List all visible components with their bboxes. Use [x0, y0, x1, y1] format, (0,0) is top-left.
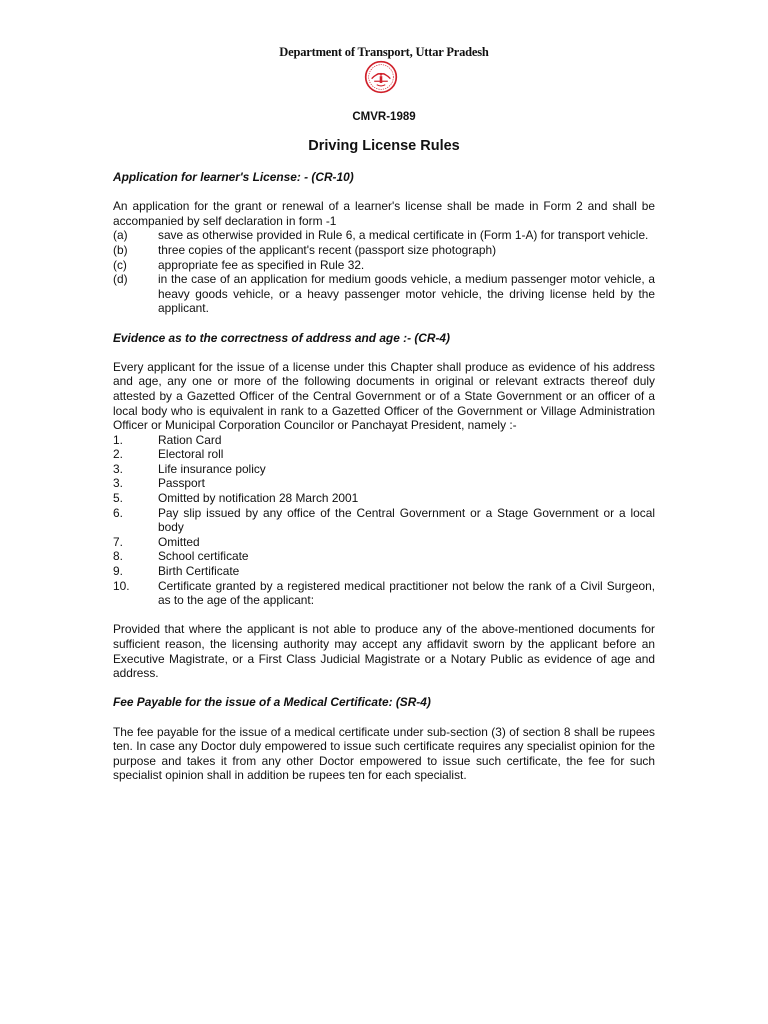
list-item: [113, 476, 655, 491]
list-label: 8.: [113, 549, 123, 564]
list-item: [113, 258, 655, 273]
list-label: (b): [113, 242, 128, 257]
list-label: 5.: [113, 491, 123, 506]
list-item: [113, 433, 655, 448]
section-intro: An application for the grant or renewal of a learner's license shall be made in Form 2 and shall be accompanied by self declaration in form -1: [113, 199, 655, 228]
list-label: (d): [113, 272, 128, 287]
list-label: 3.: [113, 461, 123, 476]
section-intro: The fee payable for the issue of a medical certificate under sub-section (3) of section 8 shall be rupees ten. In case any Doctor duly empowered to issue such certificate requires any specialist opinion for the purpose and takes it from any other Doctor empowered to issue such certificate, the fee for such specialist opinion shall in addition be rupees ten for each specialist.: [113, 724, 655, 783]
list-text: in the case of an application for medium goods vehicle, a medium passenger motor vehicle, a heavy goods vehicle, or a heavy passenger motor vehicle, the driving license held by the applicant.: [158, 272, 655, 316]
list-item: [113, 462, 655, 477]
list-item: [113, 579, 655, 608]
list-text: Ration Card: [158, 432, 222, 447]
page-title: Driving License Rules: [308, 138, 460, 154]
list-item: [113, 272, 655, 316]
list-label: 10.: [113, 578, 130, 593]
list-item: [113, 549, 655, 564]
list-item: [113, 535, 655, 550]
list-text: Life insurance policy: [158, 461, 266, 476]
list-text: appropriate fee as specified in Rule 32.: [158, 257, 365, 272]
list-label: 2.: [113, 447, 123, 462]
up-government-emblem-icon: [364, 60, 398, 94]
list-label: 7.: [113, 534, 123, 549]
list-item: [113, 491, 655, 506]
rule-code: CMVR-1989: [352, 111, 416, 123]
section-heading: Application for learner's License: - (CR-10): [113, 170, 354, 184]
document-body: [113, 170, 655, 783]
list-text: Certificate granted by a registered medical practitioner not below the rank of a Civil Surgeon, as to the age of the applicant:: [158, 578, 655, 608]
section-heading: Fee Payable for the issue of a Medical Certificate: (SR-4): [113, 695, 431, 710]
list-text: Electoral roll: [158, 447, 224, 462]
department-header: Department of Transport, Uttar Pradesh: [279, 45, 489, 59]
list-label: (c): [113, 257, 127, 272]
list-text: Birth Certificate: [158, 564, 240, 579]
list-label: 6.: [113, 505, 123, 520]
section-heading: Evidence as to the correctness of address and age :- (CR-4): [113, 330, 450, 345]
list-item: [113, 506, 655, 535]
list-label: 3.: [113, 476, 123, 491]
list-label: 9.: [113, 564, 123, 579]
list-item: [113, 447, 655, 462]
list-text: Omitted: [158, 534, 200, 549]
section-note: Provided that where the applicant is not able to produce any of the above-mentioned documents for sufficient reason, the licensing authority may accept any affidavit sworn by the applicant before an Executive Magistrate, or a First Class Judicial Magistrate or a Notary Public as evidence of age and address.: [113, 622, 655, 681]
list-text: save as otherwise provided in Rule 6, a medical certificate in (Form 1-A) for transport vehicle.: [158, 228, 649, 243]
list-text: School certificate: [158, 549, 249, 564]
list-label: 1.: [113, 432, 123, 447]
list-item: [113, 228, 655, 243]
list-item: [113, 243, 655, 258]
list-text: Pay slip issued by any office of the Central Government or a Stage Government or a local body: [158, 505, 655, 535]
list-item: [113, 564, 655, 579]
section-intro: Every applicant for the issue of a license under this Chapter shall produce as evidence of his address and age, any one or more of the following documents in original or relevant extracts thereof duly attested by a Gazetted Officer of the Central Government or of a State Government or an officer of a local body who is equivalent in rank to a Gazetted Officer of the Government or Village Administration Officer or Municipal Corporation Councilor or Panchayat President, namely :-: [113, 359, 655, 433]
list-text: Passport: [158, 476, 205, 491]
list-text: Omitted by notification 28 March 2001: [158, 491, 359, 506]
list-text: three copies of the applicant's recent (passport size photograph): [158, 242, 497, 257]
list-label: (a): [113, 228, 128, 243]
